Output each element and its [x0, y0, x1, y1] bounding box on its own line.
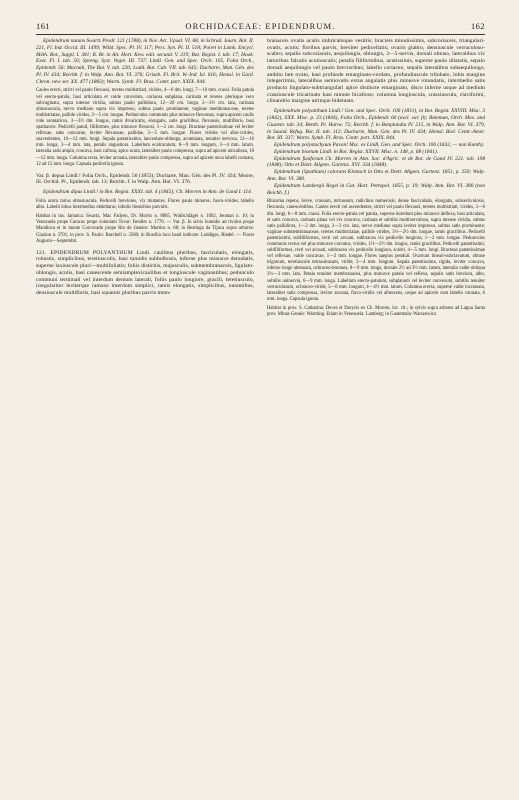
synonymy-colorans: Epidendrum (Spathium) colorans Klotzsch in Otto et Dietr. Allgem. Gartenz. 1851, p. 250; Walp. Ann. Bot. VI. 380. — [267, 169, 485, 182]
variety-description: Folia acuta rarius obtusiuscula. Pedicelli breviores, vix mutantes. Flores paulo minores, fusco-virides, labello albo. Labelli lobus intermedius obdeltatus, lobulis linearibus parvulis. — [36, 199, 254, 211]
synonymy-fusiforum: Epidendrum fusiforum Ch. Morren in Ann. Soc. d'Agric. et de Bot. de Gand IV. 221. tab. 198 (1848); Otto et Dietr. Allgem. Gartenz. XVI. 334 (1848). — [267, 155, 485, 169]
variety-heading: Var. β. depua Lindl.! Folia Orch., Epidendr. 56 (1853); Ducharte, Man. Gén. des Pl. IV. 434; Moore, Ill. Orchid. Pl., Epidendr. tab. 13; Reichb. f. in Walp. Ann. Bot. VI. 376. — [36, 172, 254, 186]
header-rule — [36, 34, 485, 35]
synonymy-polyanthum: Epidendrum polyanthum Lindl.! Gen. and Spec. Orch. 106 (1831), in Bot. Regist. XXVIII. Misc. 3 (1842), XXX. Misc. p. 23 (1844), Folia Orch., Epidendr. 60 (excl. var. β); Bateman, Orch. Mex. and Guatem. tab. 34; Benth. Pl. Hartw. 72; Reichb. f. in Bonplandia IV. 215, in Walp. Ann. Bot. VI. 379, in Saund. Refug. Bot. II. tab. 112; Ducharte, Man. Gén. des Pl. IV. 434; Hemsl. Biol. Centr.-Amer. Bot. III. 337; Warm. Symb. Fl. Bras. Contr. part. XXIX. 844. — [267, 108, 485, 142]
synonymy-lambergii: Epidendrum Lambergii Regel in Gat. Hort. Petropol. 1855, p. 19; Walp. Ann. Bot. VI. 380 (non Reichb. f.) — [267, 182, 485, 196]
synonymy-nutans: Epidendrum nutans Swartz Prodr. 121 (1788), in Nov. Act. Upsal. VI. 68, in Schrad. Journ. Bot. II. 221, Fl. Ind. Occid. III. 1499; Willd. Spec. Pl. IV. 117; Pers. Syn. Pl. II. 518; Poiret in Lamk. Encycl. Méth. Bot., Suppl. I. 381; R. Br. in Ait. Hort. Kew. edit. secund. V. 219; Bot. Regist. I. tab. 17; Hook. Exot. Fl. I. tab. 50; Spreng. Syst. Veget. III. 737; Lindl. Gen. and Spec. Orch. 105, Folia Orch., Epidendr. 56; Macnab, The Bot. V. tab. 226; Lodd. Bot. Cab. VII. tab. 645; Ducharte, Man. Gén. des Pl. IV. 434; Reichb. f. in Walp. Ann. Bot. VI. 376; Griseb. Fl. Brit. W.-Ind. Isl. 616; Hemsl. in Gard. Chron. new ser. XX. 477 (1883); Warm. Symb. Fl. Bras. Contr. part. XXIX. 844. — [36, 38, 254, 85]
entry-author: Lindl. — [136, 249, 151, 256]
diagnosis-continued: branaceis ovatis acutis imbricatisque vestitis; bracteis minutissimis, subcoriaceis, triangulari-ovatis, acutis; floribus parvis, breviter pedicellatis; ovario glabro, densiuscule verruculoso-scabro; sepalis subcoriaceis, aequilongis, oblongis, 3—5-nervis, dorsali obtuso, lateralibus vix latioribus falcatis acutiusculis; petalis filiformibus, acutissimis, superne paulo dilatatis, sepalo dorsali aequilongis vel paulo brevioribus; labello coriaceo, sepalis lateralibus subaequilongo, ambitu late ovato, basi profunde emarginato-cordato, profundiuscule trilobato, lobis margine integerrimis, lateralibus semiovatis extus angulatis plus minusve rotundatis, intermedio satis producto lingulato-subtriangulari apice distincte emarginato, disco inferne usque ad medium crassiuscule tricarinato basi minute bicalloso; columna longiuscula, crassiuscula, claviformi, clinandrio margine utrinque bidentato. — [267, 38, 485, 105]
text-columns — [36, 38, 485, 318]
synonymy-polystachyum: Epidendrum polystachyum Pavon! Msc. ex Lindl. Gen. and Spec. Orch. 106 (1832, — non Kunth). — [274, 142, 485, 149]
variety-synonymy: Epidendrum dipus Lindl.! in Bot. Regist. XXXI. tab. 4 (1845); Ch. Morren in Ann. de Gand I. 114. — [43, 189, 253, 196]
page-number-left: 161 — [36, 22, 51, 31]
left-column — [36, 38, 254, 318]
entry-diagnosis: caulibus pluribus, fasciculatis, elongatis, robustis, simplicibus, teretiusculis, basi tumidis subbulbosis, inferne plus minusve denudatis, superne laxiuscule pluri—multifoliatis; foliis distichis, majusculis, submembranaceis, ligulato-oblongis, acutis, basi canescente semiamplexicaulibus et longiuscule vaginantibus; pedunculo communi terminali vel interdum demum laterali, foliis paulo longiore, gracili, teretiusculo, irregulariter leviterque ramoso interdum simplici, ramis elongatis, simplicibus, nutantibus, densiuscule multifloris, basi squamis pluribus parvis mem- — [36, 249, 254, 297]
synonymy-bisetum: Epidendrum bisetum Lindl. in Bot. Regist. XXVII. Misc. n. 148, p. 68 (1841). — [274, 148, 439, 155]
entry-name: EPIDENDRUM POLYANTHUM — [50, 249, 133, 256]
running-header — [36, 22, 485, 34]
description-nutans: Caules erecti, stricti vel paulo flexuosi, teretes multistriati, virides, 4—6 dm. longi, 7—10 mm. crassi. Folia patula vel erecto-patula, basi articulata et vaide convoluta, coriacea subplana, carinata et teretes plerisque vero subvaginata, supra intense viridia, subtus paulo pallidiora, 12—20 cm. longa, 2—3½ cm. lata, carinata obtusiuscula, nervo mediano supra vix impresso, subtus paulo prominente; vaginae membranaceae, teretes multistriatae, pallide virides, 2—5 cm. longae. Pedunculus communis plus minusve flexuosus, supra apicem caulis vide aromaticus, 3—3½ dm. longus, ramis divaricatis, elongatis, satis gracilibus, flexuosis, multifloris, basi spathaceis. Pedicelli patuli, filiformes, plus minusve flexuosi, 1—2 cm. longi. Bracteae patentissimae vel leviter reflexae, satis concavae, leviter flexuosae, pallidae, 3—5 mm. longae. Flores virides vel albo-virides, suaveolentes, 10—12 mm. longi. Sepala patentissima, lanceolato-oblonga, acuminata, tenuiter nervosa, 12—16 mm. longa, 3—4 mm. lata, petalis angustiora. Labellum ecalcaratum, 8—9 mm. longum, 3—4 mm. latum, lateralia satis ampla, concava, basi callosa, apice acuta, lateraliter paulo compressa, supra ad apicem unicallosa, 10—12 mm. longa. Columna recta, leviter arcuata, lateraliter paulo compressa, supra ad apicem unca labelli connata, 12 ad 15 mm. longa. Capsula pedicella ignota. — [36, 88, 255, 167]
habitat-nutans: Habitat in ins. Jamaica: Swartz, Mac Fadyen, Dr. Morris n. 8085, Wullschlägel n. 1092, Jenman n. 10; in Venezuela prope Caracas prope coloniam Tovar: Fendler n. 1770. — Var. β. In silvis humidis ad rivulos prope Mandioca et in monte Corcovado prope Rio de Janeiro: Martius n. 68; in Restinga da Tijuca supra arbores: Glaziou n. 3701; in prov. S. Paulo: Burchell n. 3580; in Brasilia loco haud indicate: Loddiges, Riedel. — Floret Augusto—Septembri. — [36, 214, 254, 244]
habitat-polyanthum: Habitat in prov. S. Catharina: Deves et Dorycis ex Ch. Morren, loc. cit.; in sylvis supra arbores ad Lagoa Santa prov. Minas Geraës: Warming. Etiam in Venezuela: Lamberg; in Guatemala: Warszewicz. — [267, 305, 485, 318]
right-column — [267, 38, 485, 318]
description-polyanthum: Rhizoma repens, breve, crassum, tortuosum, radicibus numerosis, dense fasciculatis, elongatis, subsecticulosis, flexuosis, canescentibus. Caules erecti vel ascendentes, stricti vel paulo flexuosi, teretes multistriati, virides, 3—6 dm. longi, 6—8 mm. crassi. Folia erecto-patula vel patula, superne interdum plus minusve deflexa, basi articulata, et satis concava, carinata plana vel vix concava, carinata et subtilis multinervulosa, supra intense viridia, subtus satis pallidiora, 1—2 dm. longa, 2—3 cm. lata, nervo mediano supra leviter impresso, subtus satis prominente; vaginae submembranaceae, teretes multistriatae, pallide virides, 3½—2½ dm. longae, ramis gracilibus. Pedicelli patentissimi, subfiliformes, recti vel arcuati, subbracea vix pedicello longiora, 1—2 mm. longae. Pedunculus communis rectus vel plus minusve curvatus, virides, 1½—2½ dm. longus, ramis gracilibus. Pedicelli patentissimi, subfiliformes, recti vel arcuati, subbracea vix pedicello longiora, scabri, 4—5 mm. longi. Bracteae patentissimae vel reflexae, valde concavae, 1—2 mm. longae. Flores saepius penduli. Ovarium lineari-subclavatum, obtuse trigonum, teretiuscule tetrasulcatum, viride, 3—4 mm. longum. Sepala patentissima, rigida, leviter concava, inferne longe attenuata, ochraceo-brunnea, 8—9 mm. longa, dorsale 2½ ad 3½ mm. latum, lateralia valde obliqua 3½—3 mm. lata. Petala tenuiter membranacea, plus minusve patula vel reflexa, sepalis satis breviora, albo, subtilis uninervia, 6—9 mm. longa. Labellum erecto-patulum, subplanum vel leviter convexum, subtilis tenuiter verruculosum, ochraceo-viride, 5—8 mm. longum, 4—4½ mm. latum. Columna erecta, superne valde incrassata, lateraliter satis compressa, leviter arcuata, flavo-viridis vel albescens, usque ad apicem cum labello connata, 6 mm. longa. Capsula ignota. — [267, 199, 485, 302]
page-number-right: 162 — [470, 22, 485, 31]
entry-number: 121. — [36, 249, 47, 256]
species-entry-polyanthum — [36, 250, 254, 297]
page-title: ORCHIDACEAE: EPIDENDRUM. — [185, 22, 336, 31]
